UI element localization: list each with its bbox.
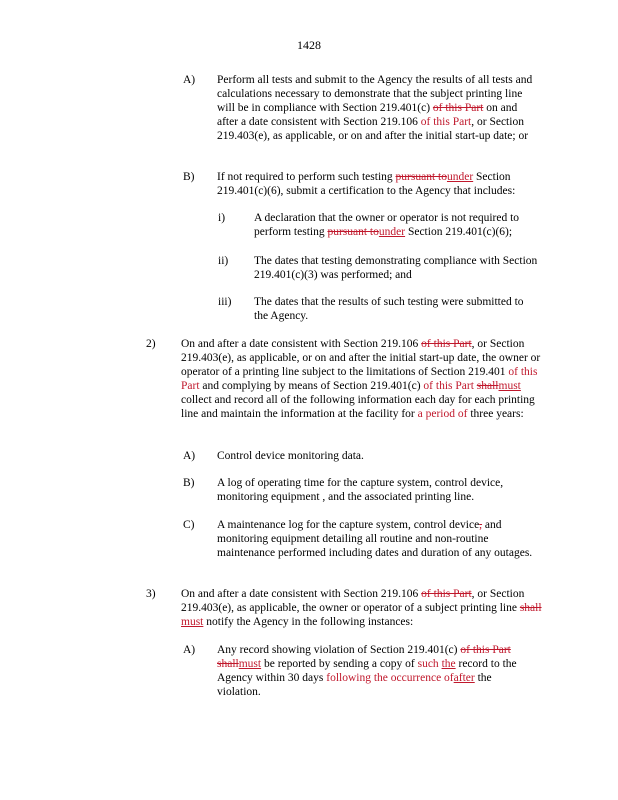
inserted-text: must (181, 616, 204, 628)
item-text: A maintenance log for the capture system, control device, and monitoring equipment detailing all routine and non-routine maintenance performed including dates and duration of any outages. (217, 519, 533, 559)
deleted-text: of this Part (432, 102, 484, 114)
added-text: of this Part (181, 366, 538, 392)
inserted-text: must (238, 658, 262, 670)
inserted-text: must (498, 380, 521, 392)
deleted-text: , (479, 519, 483, 531)
added-text: of this Part (420, 116, 472, 128)
item-text: Perform all tests and submit to the Agency the results of all tests and calculations necessary to demonstrate that the subject printing line will be in compliance with Section 219.401(c) of this Part on and after a date consistent with Section 219.106 of this Part, or Section 219.403(e), as applicable, or on and after the initial start-up date; or (217, 74, 533, 142)
item-label: A) (183, 450, 196, 462)
item-a-perform-tests (0, 73, 618, 163)
paragraph-3 (0, 587, 618, 631)
added-text: a period of (417, 408, 468, 420)
deleted-text: pursuant to (327, 226, 379, 238)
subitem-i-declaration (0, 211, 618, 241)
item-text: The dates that the results of such testing were submitted to the Agency. (254, 296, 524, 322)
item-text: On and after a date consistent with Section 219.106 of this Part, or Section 219.403(e), as applicable, the owner or operator of a subject printing line shall must notify the Agency in the following instances: (181, 588, 542, 628)
inserted-text: under (446, 171, 474, 183)
page-number: 1428 (297, 38, 321, 52)
deleted-text: of this Part (421, 588, 472, 600)
item-text: Any record showing violation of Section 219.401(c) of this Part shallmust be reported by sending a copy of such the record to the Agency within 30 days following the occurrence ofafter the violation. (217, 644, 517, 698)
deleted-text: pursuant to (395, 171, 447, 183)
deleted-text: shall (217, 658, 239, 670)
subitem-ii-dates (0, 254, 618, 284)
item-label: B) (183, 477, 195, 489)
item-b-operating-log (0, 476, 618, 506)
item-label: B) (183, 171, 195, 183)
inserted-text: under (378, 226, 406, 238)
item-a-violation-record (0, 643, 618, 703)
item-text: A log of operating time for the capture system, control device, monitoring equipment , and the associated printing line. (217, 477, 504, 503)
subitem-iii-dates (0, 295, 618, 325)
deleted-text: of this Part (421, 338, 472, 350)
added-text: of this Part (423, 380, 474, 392)
added-text: following the occurrence of (326, 672, 454, 684)
item-label: 2) (146, 338, 156, 350)
item-c-maintenance-log (0, 518, 618, 576)
added-text: such (417, 658, 439, 670)
item-a-control-device (0, 449, 618, 465)
item-text: A declaration that the owner or operator is not required to perform testing pursuant tounder Section 219.401(c)(6); (254, 212, 520, 238)
deleted-text: of this Part (460, 644, 511, 656)
item-text: Control device monitoring data. (217, 450, 364, 462)
inserted-text: after (453, 672, 475, 684)
item-text: On and after a date consistent with Section 219.106 of this Part, or Section 219.403(e), as applicable, or on and after the initial start-up date, the owner or operator of a printing line subject to the limitations of Section 219.401 of this Part and complying by means of Section 219.401(c) of this Part shallmust collect and record all of the following information each day for each printing line and maintain the information at the facility for a period of three years: (181, 338, 541, 420)
deleted-text: shall (519, 602, 542, 614)
item-label: 3) (146, 588, 156, 600)
inserted-text: the (441, 658, 456, 670)
paragraph-2 (0, 337, 618, 437)
item-label: A) (183, 644, 196, 656)
item-label: ii) (218, 255, 229, 267)
item-label: A) (183, 74, 196, 86)
deleted-text: shall (476, 380, 499, 392)
item-label: iii) (218, 296, 232, 308)
item-text: If not required to perform such testing pursuant tounder Section 219.401(c)(6), submit a certification to the Agency that includes: (217, 171, 516, 197)
item-label: i) (218, 212, 226, 224)
item-label: C) (183, 519, 195, 531)
item-text: The dates that testing demonstrating compliance with Section 219.401(c)(3) was performed; and (254, 255, 538, 281)
item-b-certification (0, 170, 618, 200)
